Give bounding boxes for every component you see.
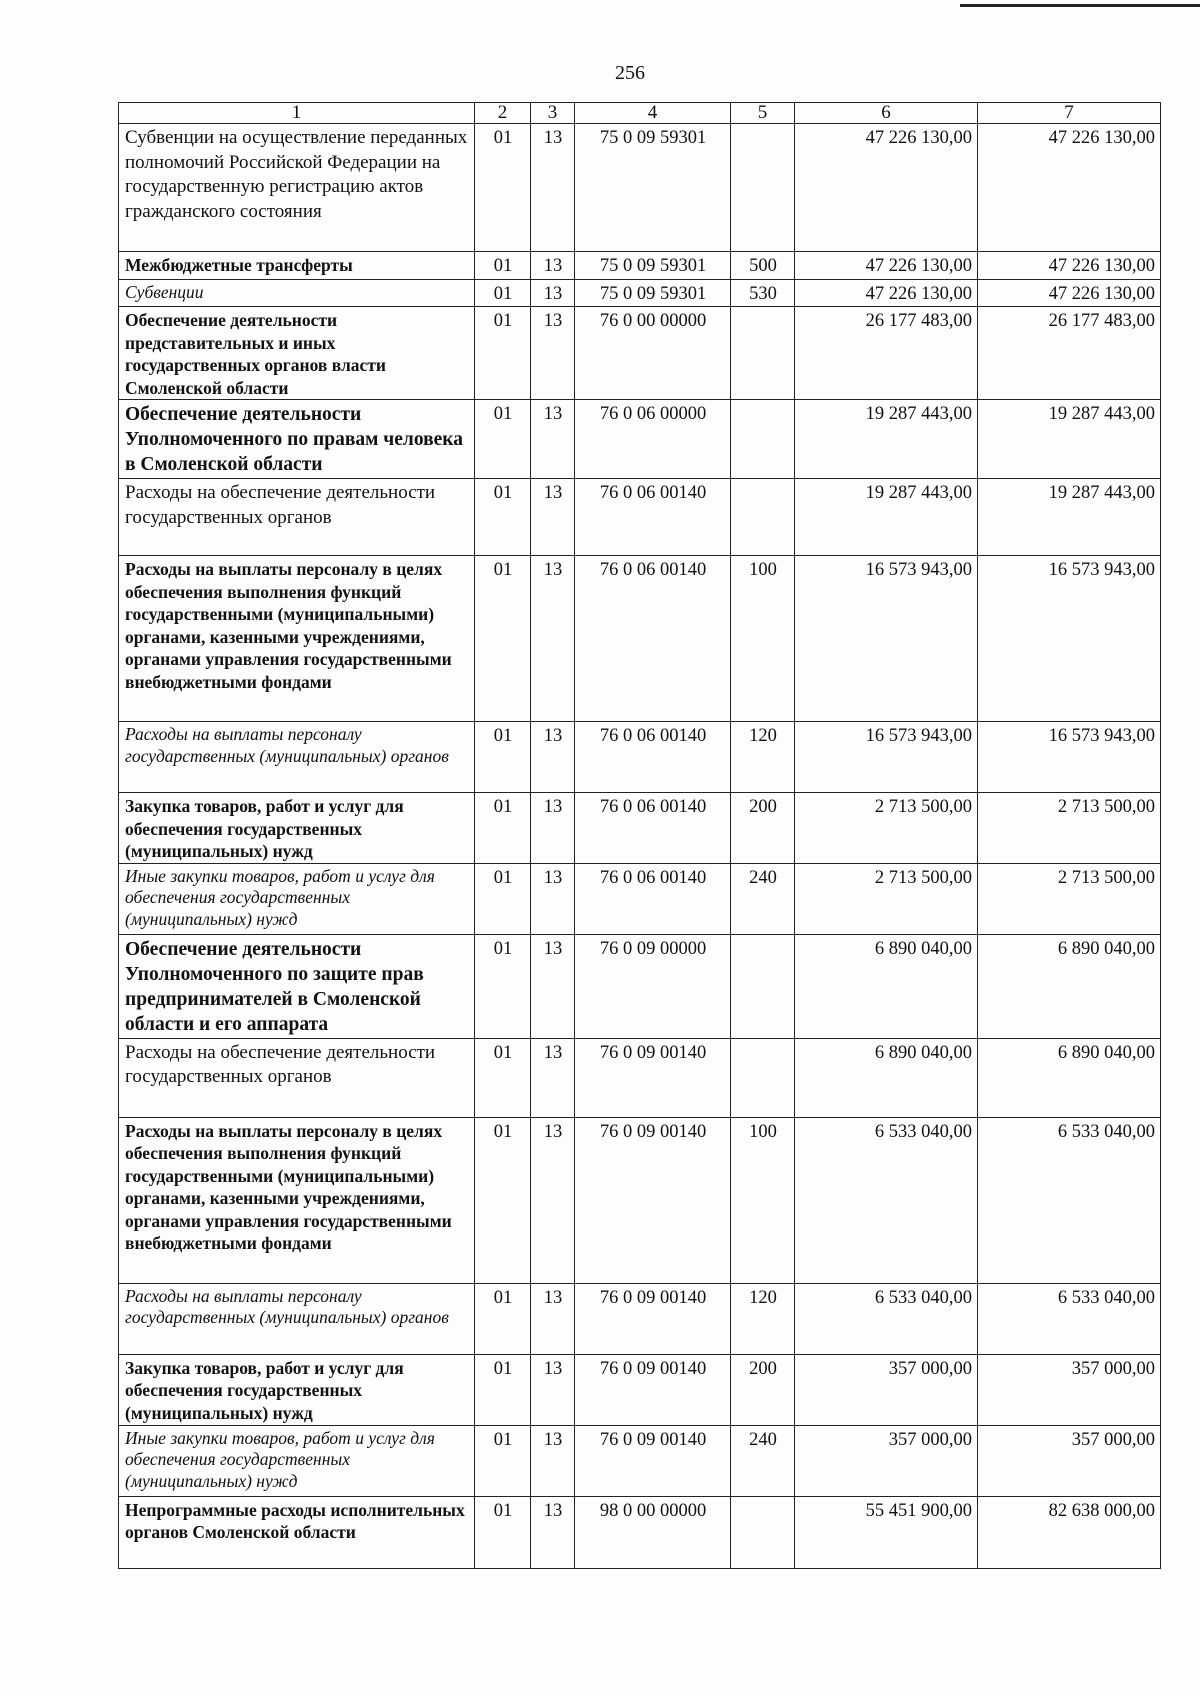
table-row	[119, 1425, 1161, 1496]
section-code-cell: 01	[475, 252, 531, 280]
section-code-cell: 01	[475, 124, 531, 252]
subsection-code-cell: 13	[531, 934, 575, 1038]
amount-year1-cell: 26 177 483,00	[795, 307, 978, 400]
table-row	[119, 479, 1161, 556]
expense-type-cell	[731, 1496, 795, 1568]
expense-type-cell	[731, 400, 795, 479]
section-code-cell: 01	[475, 1354, 531, 1425]
table-header-row	[119, 103, 1161, 124]
page-number: 256	[615, 62, 645, 84]
table-row	[119, 793, 1161, 864]
target-article-cell: 75 0 09 59301	[575, 252, 731, 280]
amount-year2-cell: 6 890 040,00	[978, 1038, 1161, 1117]
top-edge-line	[960, 4, 1200, 7]
target-article-cell: 76 0 09 00000	[575, 934, 731, 1038]
row-name-cell: Иные закупки товаров, работ и услуг для обеспечения государственных (муниципальных) нужд	[119, 863, 475, 934]
expense-type-cell	[731, 934, 795, 1038]
row-name-cell: Иные закупки товаров, работ и услуг для обеспечения государственных (муниципальных) нужд	[119, 1425, 475, 1496]
amount-year1-cell: 6 890 040,00	[795, 1038, 978, 1117]
row-name-cell: Субвенции на осуществление переданных полномочий Российской Федерации на государственную регистрацию актов гражданского состояния	[119, 124, 475, 252]
amount-year1-cell: 357 000,00	[795, 1354, 978, 1425]
expense-type-cell	[731, 1038, 795, 1117]
subsection-code-cell: 13	[531, 400, 575, 479]
target-article-cell: 76 0 09 00140	[575, 1117, 731, 1283]
row-name-cell: Субвенции	[119, 279, 475, 307]
expense-type-cell: 120	[731, 1283, 795, 1354]
column-header: 3	[531, 103, 575, 124]
amount-year1-cell: 19 287 443,00	[795, 400, 978, 479]
section-code-cell: 01	[475, 1425, 531, 1496]
row-name-cell: Обеспечение деятельности Уполномоченного по правам человека в Смоленской области	[119, 400, 475, 479]
row-name-cell: Расходы на выплаты персоналу в целях обеспечения выполнения функций государственными (муниципальными) органами, казенными учреждениями, органами управления государственными внебюджетными фондами	[119, 1117, 475, 1283]
row-name-cell: Расходы на обеспечение деятельности государственных органов	[119, 1038, 475, 1117]
row-name-cell: Непрограммные расходы исполнительных органов Смоленской области	[119, 1496, 475, 1568]
target-article-cell: 76 0 06 00140	[575, 556, 731, 722]
target-article-cell: 76 0 09 00140	[575, 1425, 731, 1496]
subsection-code-cell: 13	[531, 1496, 575, 1568]
target-article-cell: 76 0 00 00000	[575, 307, 731, 400]
expense-type-cell	[731, 307, 795, 400]
amount-year1-cell: 55 451 900,00	[795, 1496, 978, 1568]
expense-type-cell: 500	[731, 252, 795, 280]
amount-year2-cell: 6 533 040,00	[978, 1283, 1161, 1354]
subsection-code-cell: 13	[531, 279, 575, 307]
subsection-code-cell: 13	[531, 1354, 575, 1425]
amount-year2-cell: 6 533 040,00	[978, 1117, 1161, 1283]
expense-type-cell: 100	[731, 556, 795, 722]
amount-year2-cell: 357 000,00	[978, 1425, 1161, 1496]
target-article-cell: 75 0 09 59301	[575, 124, 731, 252]
amount-year2-cell: 16 573 943,00	[978, 722, 1161, 793]
table-row	[119, 307, 1161, 400]
table-row	[119, 1354, 1161, 1425]
column-header: 7	[978, 103, 1161, 124]
row-name-cell: Расходы на выплаты персоналу в целях обеспечения выполнения функций государственными (муниципальными) органами, казенными учреждениями, органами управления государственными внебюджетными фондами	[119, 556, 475, 722]
row-name-cell: Закупка товаров, работ и услуг для обеспечения государственных (муниципальных) нужд	[119, 1354, 475, 1425]
column-header: 1	[119, 103, 475, 124]
amount-year2-cell: 19 287 443,00	[978, 400, 1161, 479]
column-header: 2	[475, 103, 531, 124]
amount-year2-cell: 2 713 500,00	[978, 793, 1161, 864]
expense-type-cell: 200	[731, 1354, 795, 1425]
section-code-cell: 01	[475, 934, 531, 1038]
expense-type-cell: 240	[731, 863, 795, 934]
expense-type-cell	[731, 479, 795, 556]
table-row	[119, 722, 1161, 793]
subsection-code-cell: 13	[531, 863, 575, 934]
table-row	[119, 556, 1161, 722]
subsection-code-cell: 13	[531, 252, 575, 280]
amount-year2-cell: 16 573 943,00	[978, 556, 1161, 722]
table-row	[119, 1496, 1161, 1568]
target-article-cell: 76 0 06 00140	[575, 793, 731, 864]
amount-year2-cell: 47 226 130,00	[978, 279, 1161, 307]
row-name-cell: Обеспечение деятельности представительных и иных государственных органов власти Смоленской области	[119, 307, 475, 400]
budget-table	[118, 102, 1161, 1569]
section-code-cell: 01	[475, 479, 531, 556]
column-header: 6	[795, 103, 978, 124]
subsection-code-cell: 13	[531, 307, 575, 400]
amount-year2-cell: 47 226 130,00	[978, 124, 1161, 252]
column-header: 5	[731, 103, 795, 124]
target-article-cell: 76 0 06 00140	[575, 863, 731, 934]
section-code-cell: 01	[475, 307, 531, 400]
amount-year1-cell: 47 226 130,00	[795, 279, 978, 307]
amount-year1-cell: 6 533 040,00	[795, 1283, 978, 1354]
subsection-code-cell: 13	[531, 1117, 575, 1283]
section-code-cell: 01	[475, 863, 531, 934]
section-code-cell: 01	[475, 1496, 531, 1568]
section-code-cell: 01	[475, 556, 531, 722]
table-row	[119, 1038, 1161, 1117]
subsection-code-cell: 13	[531, 1283, 575, 1354]
amount-year2-cell: 2 713 500,00	[978, 863, 1161, 934]
amount-year1-cell: 47 226 130,00	[795, 124, 978, 252]
subsection-code-cell: 13	[531, 556, 575, 722]
expense-type-cell: 200	[731, 793, 795, 864]
target-article-cell: 76 0 09 00140	[575, 1283, 731, 1354]
subsection-code-cell: 13	[531, 479, 575, 556]
section-code-cell: 01	[475, 1283, 531, 1354]
target-article-cell: 76 0 06 00140	[575, 479, 731, 556]
row-name-cell: Обеспечение деятельности Уполномоченного по защите прав предпринимателей в Смоленской области и его аппарата	[119, 934, 475, 1038]
amount-year2-cell: 82 638 000,00	[978, 1496, 1161, 1568]
amount-year1-cell: 47 226 130,00	[795, 252, 978, 280]
target-article-cell: 75 0 09 59301	[575, 279, 731, 307]
amount-year2-cell: 19 287 443,00	[978, 479, 1161, 556]
row-name-cell: Расходы на выплаты персоналу государственных (муниципальных) органов	[119, 722, 475, 793]
expense-type-cell: 530	[731, 279, 795, 307]
row-name-cell: Закупка товаров, работ и услуг для обеспечения государственных (муниципальных) нужд	[119, 793, 475, 864]
row-name-cell: Межбюджетные трансферты	[119, 252, 475, 280]
table-row	[119, 1283, 1161, 1354]
subsection-code-cell: 13	[531, 1038, 575, 1117]
amount-year1-cell: 16 573 943,00	[795, 722, 978, 793]
row-name-cell: Расходы на обеспечение деятельности государственных органов	[119, 479, 475, 556]
amount-year2-cell: 47 226 130,00	[978, 252, 1161, 280]
section-code-cell: 01	[475, 1117, 531, 1283]
table-row	[119, 400, 1161, 479]
target-article-cell: 76 0 06 00140	[575, 722, 731, 793]
subsection-code-cell: 13	[531, 1425, 575, 1496]
amount-year1-cell: 6 890 040,00	[795, 934, 978, 1038]
expense-type-cell	[731, 124, 795, 252]
amount-year1-cell: 2 713 500,00	[795, 863, 978, 934]
section-code-cell: 01	[475, 1038, 531, 1117]
target-article-cell: 76 0 09 00140	[575, 1354, 731, 1425]
amount-year1-cell: 16 573 943,00	[795, 556, 978, 722]
table-row	[119, 279, 1161, 307]
target-article-cell: 76 0 09 00140	[575, 1038, 731, 1117]
table-row	[119, 252, 1161, 280]
section-code-cell: 01	[475, 279, 531, 307]
amount-year1-cell: 19 287 443,00	[795, 479, 978, 556]
column-header: 4	[575, 103, 731, 124]
section-code-cell: 01	[475, 722, 531, 793]
subsection-code-cell: 13	[531, 793, 575, 864]
expense-type-cell: 240	[731, 1425, 795, 1496]
amount-year1-cell: 2 713 500,00	[795, 793, 978, 864]
amount-year2-cell: 26 177 483,00	[978, 307, 1161, 400]
target-article-cell: 76 0 06 00000	[575, 400, 731, 479]
row-name-cell: Расходы на выплаты персоналу государственных (муниципальных) органов	[119, 1283, 475, 1354]
subsection-code-cell: 13	[531, 722, 575, 793]
amount-year1-cell: 357 000,00	[795, 1425, 978, 1496]
section-code-cell: 01	[475, 793, 531, 864]
table-row	[119, 1117, 1161, 1283]
expense-type-cell: 100	[731, 1117, 795, 1283]
amount-year2-cell: 6 890 040,00	[978, 934, 1161, 1038]
table-row	[119, 124, 1161, 252]
target-article-cell: 98 0 00 00000	[575, 1496, 731, 1568]
section-code-cell: 01	[475, 400, 531, 479]
subsection-code-cell: 13	[531, 124, 575, 252]
expense-type-cell: 120	[731, 722, 795, 793]
table-row	[119, 863, 1161, 934]
amount-year2-cell: 357 000,00	[978, 1354, 1161, 1425]
table-row	[119, 934, 1161, 1038]
amount-year1-cell: 6 533 040,00	[795, 1117, 978, 1283]
